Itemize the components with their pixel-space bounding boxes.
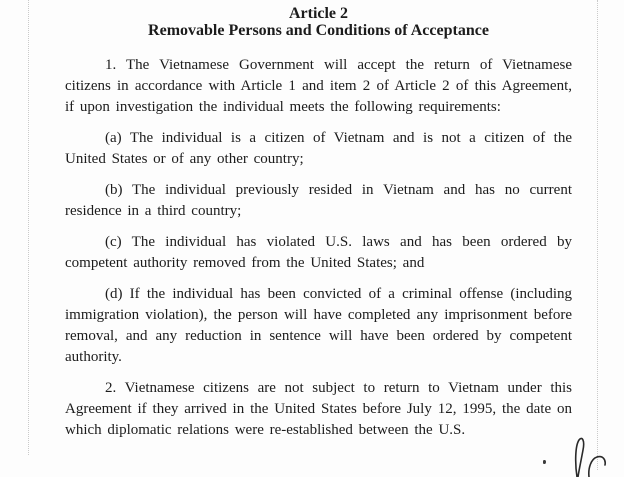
- scan-artifact-left-edge: [28, 0, 29, 455]
- paragraph-2: 2. Vietnamese citizens are not subject to return to Vietnam under this Agreement if they arrived in the United States before July 12, 1995, the date on which diplomatic relations were re-established between the U.S.: [65, 380, 572, 438]
- stray-ink-dot: [543, 460, 546, 464]
- paragraph-item-d: (d) If the individual has been convicted of a criminal offense (including immigration violation), the person will have completed any imprisonment before removal, and any reduction in sentence will have been ordered by competent authority.: [65, 286, 572, 365]
- article-heading: [65, 5, 572, 39]
- paragraph-item-a: (a) The individual is a citizen of Vietnam and is not a citizen of the United States or of any other country;: [65, 130, 572, 167]
- handwritten-pen-mark: [563, 436, 619, 477]
- paragraph-1: 1. The Vietnamese Government will accept the return of Vietnamese citizens in accordance with Article 1 and item 2 of Article 2 of this Agreement, if upon investigation the individual meets the following requirements:: [65, 57, 572, 115]
- paragraph-item-b: (b) The individual previously resided in Vietnam and has no current residence in a third country;: [65, 182, 572, 219]
- article-body: [65, 55, 572, 441]
- article-number-title: Article 2: [288, 5, 349, 22]
- document-content: [65, 5, 572, 451]
- article-subtitle: Removable Persons and Conditions of Acceptance: [148, 22, 489, 39]
- scan-artifact-right-edge: [597, 0, 598, 470]
- paragraph-item-c: (c) The individual has violated U.S. laws and has been ordered by competent authority removed from the United States; and: [65, 234, 572, 271]
